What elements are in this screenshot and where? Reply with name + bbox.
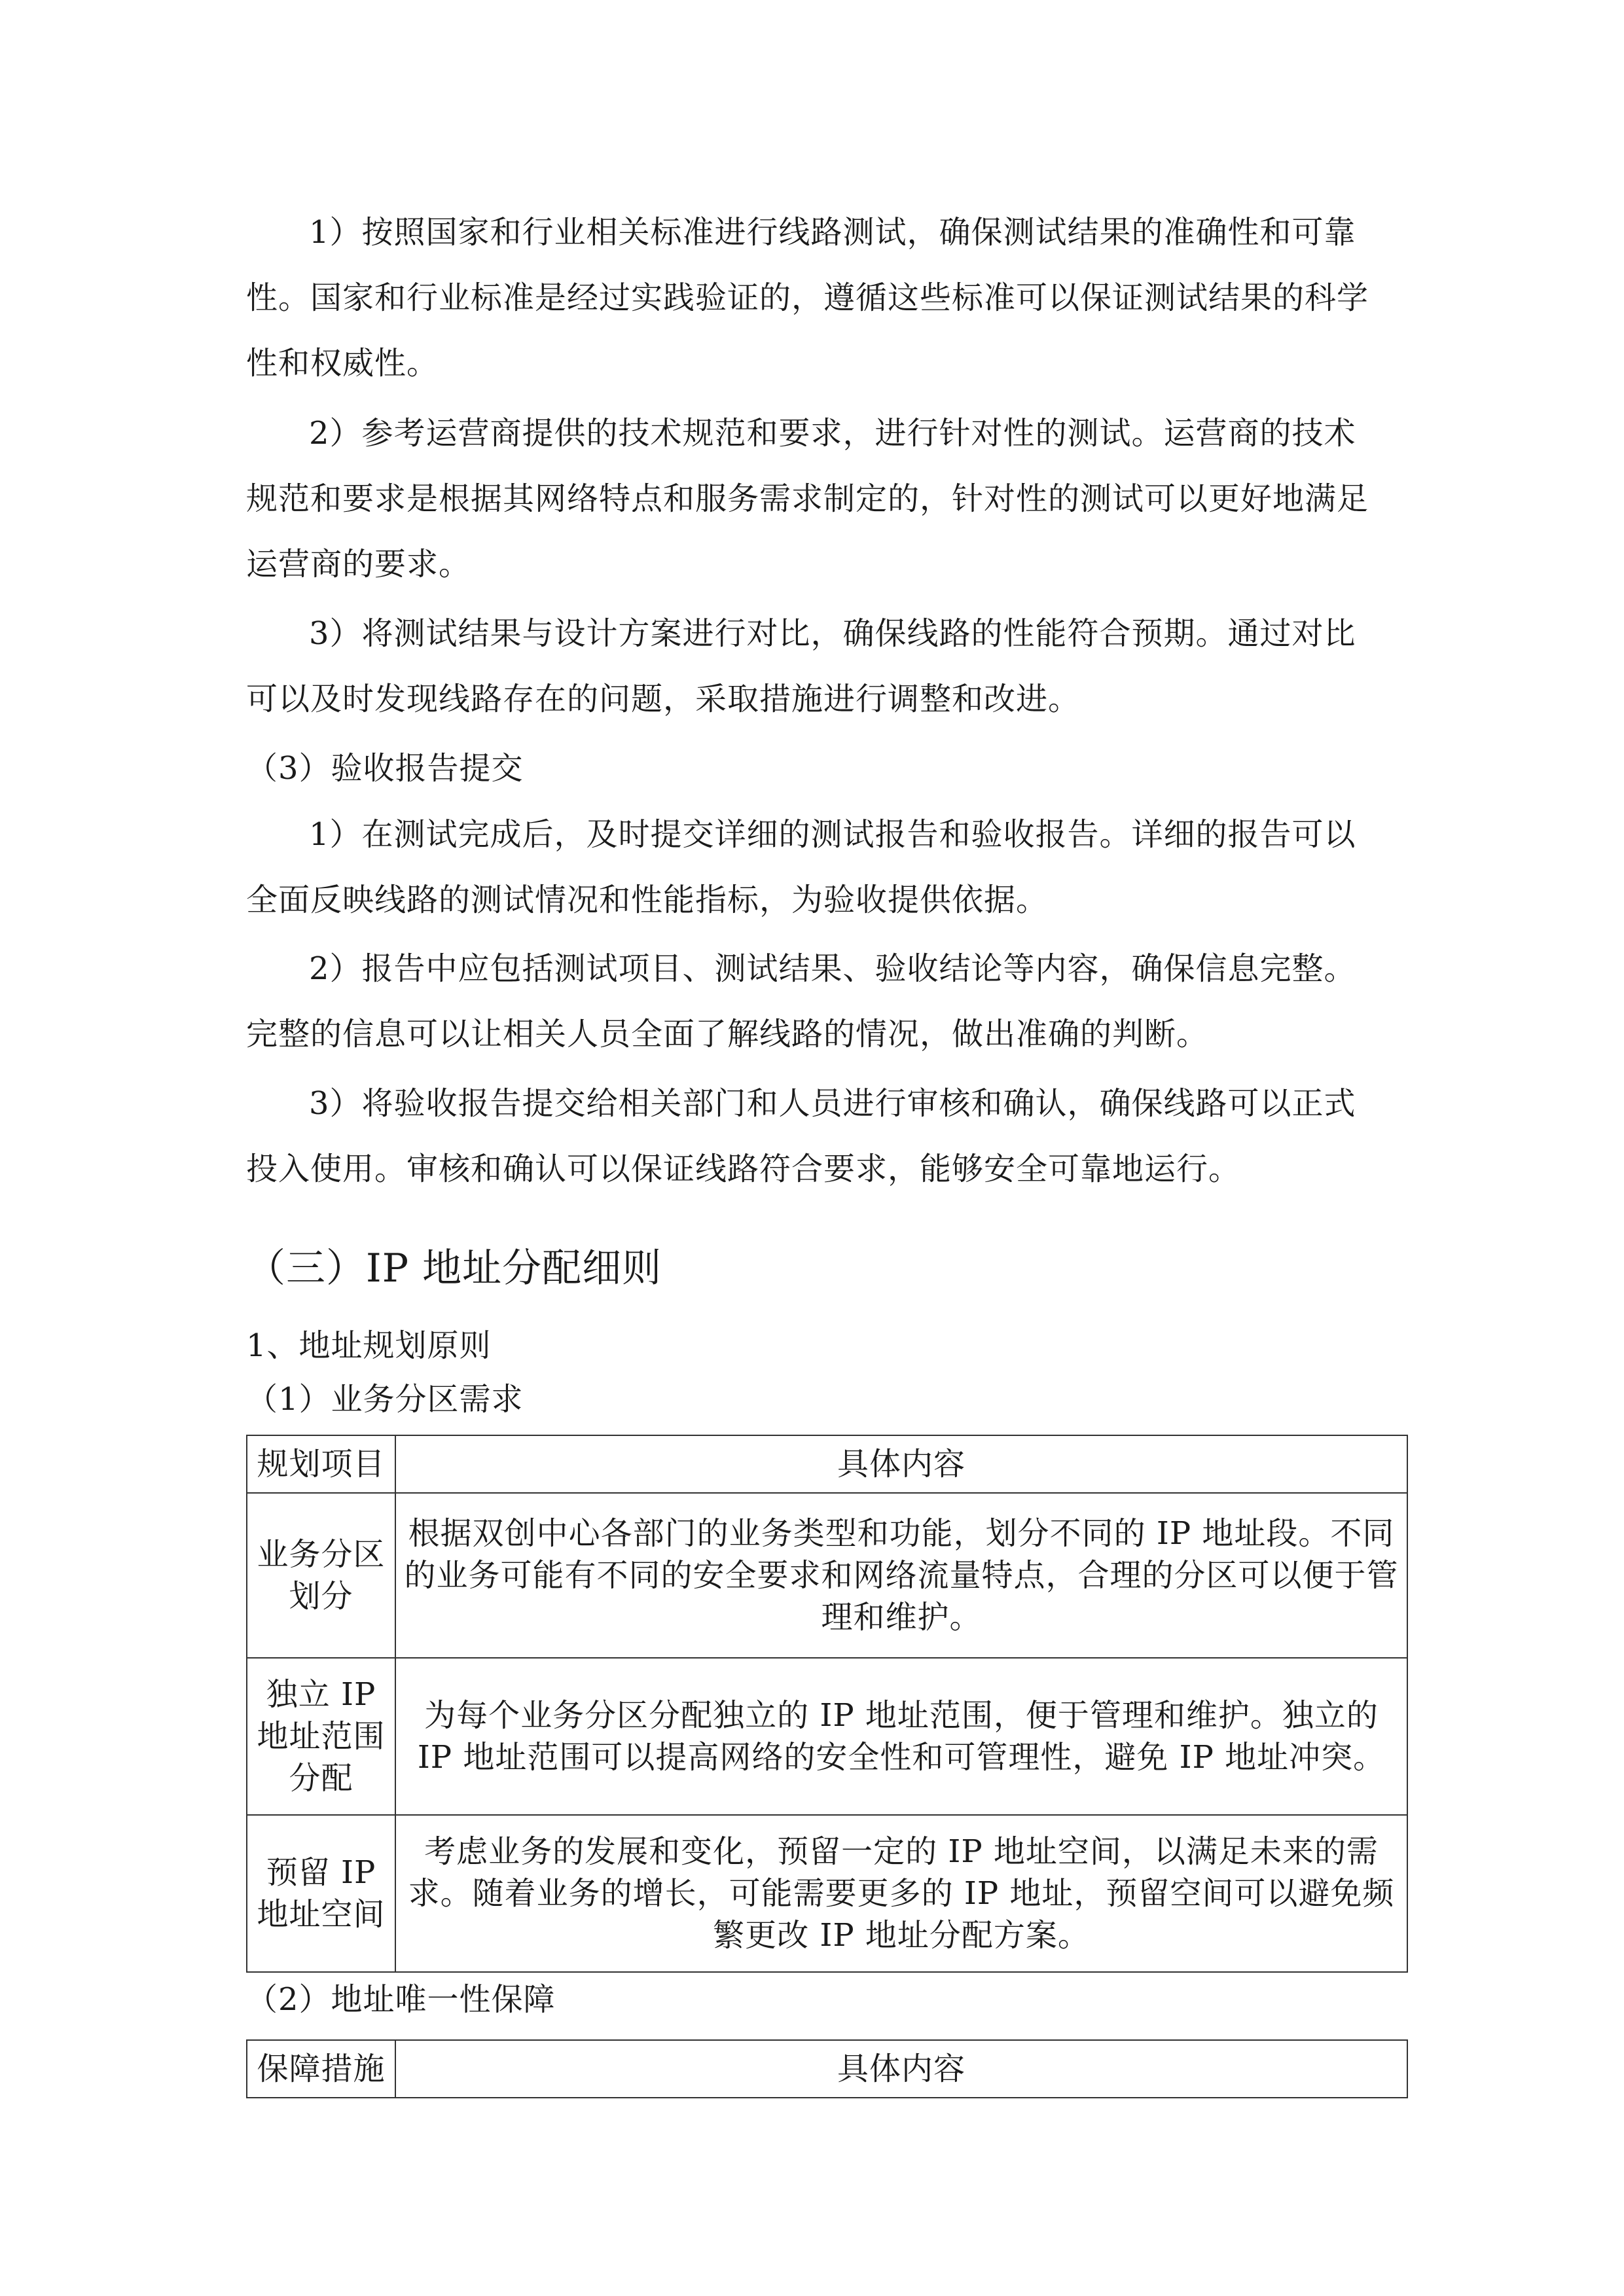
- table-cell: 考虑业务的发展和变化，预留一定的 IP 地址空间，以满足未来的需求。随着业务的增长，可能需要更多的 IP 地址，预留空间可以避免频繁更改 IP 地址分配方案。: [395, 1815, 1407, 1972]
- sub-heading-uniqueness: （2）地址唯一性保障: [246, 1981, 556, 2018]
- table-cell: 预留 IP 地址空间: [247, 1815, 395, 1972]
- table-row: [247, 1658, 1407, 1815]
- paragraph-1: 1）按照国家和行业相关标准进行线路测试，确保测试结果的准确性和可靠性。国家和行业标准是经过实践验证的，遵循这些标准可以保证测试结果的科学性和权威性。: [246, 214, 1369, 382]
- table-header-cell: 规划项目: [247, 1435, 395, 1493]
- table-row: [247, 1815, 1407, 1972]
- table-row: [247, 1493, 1407, 1658]
- table-cell: 根据双创中心各部门的业务类型和功能，划分不同的 IP 地址段。不同的业务可能有不同的安全要求和网络流量特点，合理的分区可以便于管理和维护。: [395, 1493, 1407, 1658]
- table-header-row: [247, 2040, 1407, 2098]
- sub-heading-address-planning: 1、地址规划原则: [246, 1327, 492, 1364]
- table-cell: 独立 IP 地址范围分配: [247, 1658, 395, 1815]
- table-header-cell: 具体内容: [395, 2040, 1407, 2098]
- table-header-row: [247, 1435, 1407, 1493]
- paragraph-6: 3）将验收报告提交给相关部门和人员进行审核和确认，确保线路可以正式投入使用。审核和确认可以保证线路符合要求，能够安全可靠地运行。: [246, 1085, 1356, 1187]
- paragraph-3: 3）将测试结果与设计方案进行对比，确保线路的性能符合预期。通过对比可以及时发现线路存在的问题，采取措施进行调整和改进。: [246, 615, 1356, 717]
- table-cell: 为每个业务分区分配独立的 IP 地址范围，便于管理和维护。独立的 IP 地址范围可以提高网络的安全性和可管理性，避免 IP 地址冲突。: [395, 1658, 1407, 1815]
- uniqueness-table: [246, 2039, 1408, 2098]
- sub-heading-zoning: （1）业务分区需求: [246, 1381, 524, 1418]
- section-title: （三）IP 地址分配细则: [246, 1246, 662, 1291]
- paragraph-4: 1）在测试完成后，及时提交详细的测试报告和验收报告。详细的报告可以全面反映线路的测试情况和性能指标，为验收提供依据。: [246, 816, 1356, 918]
- acceptance-heading: （3）验收报告提交: [246, 750, 524, 787]
- table-cell: 业务分区划分: [247, 1493, 395, 1658]
- zoning-table: [246, 1435, 1408, 1973]
- paragraph-5: 2）报告中应包括测试项目、测试结果、验收结论等内容，确保信息完整。完整的信息可以让相关人员全面了解线路的情况，做出准确的判断。: [246, 950, 1356, 1052]
- table-header-cell: 具体内容: [395, 1435, 1407, 1493]
- paragraph-2: 2）参考运营商提供的技术规范和要求，进行针对性的测试。运营商的技术规范和要求是根据其网络特点和服务需求制定的，针对性的测试可以更好地满足运营商的要求。: [246, 415, 1369, 583]
- table-header-cell: 保障措施: [247, 2040, 395, 2098]
